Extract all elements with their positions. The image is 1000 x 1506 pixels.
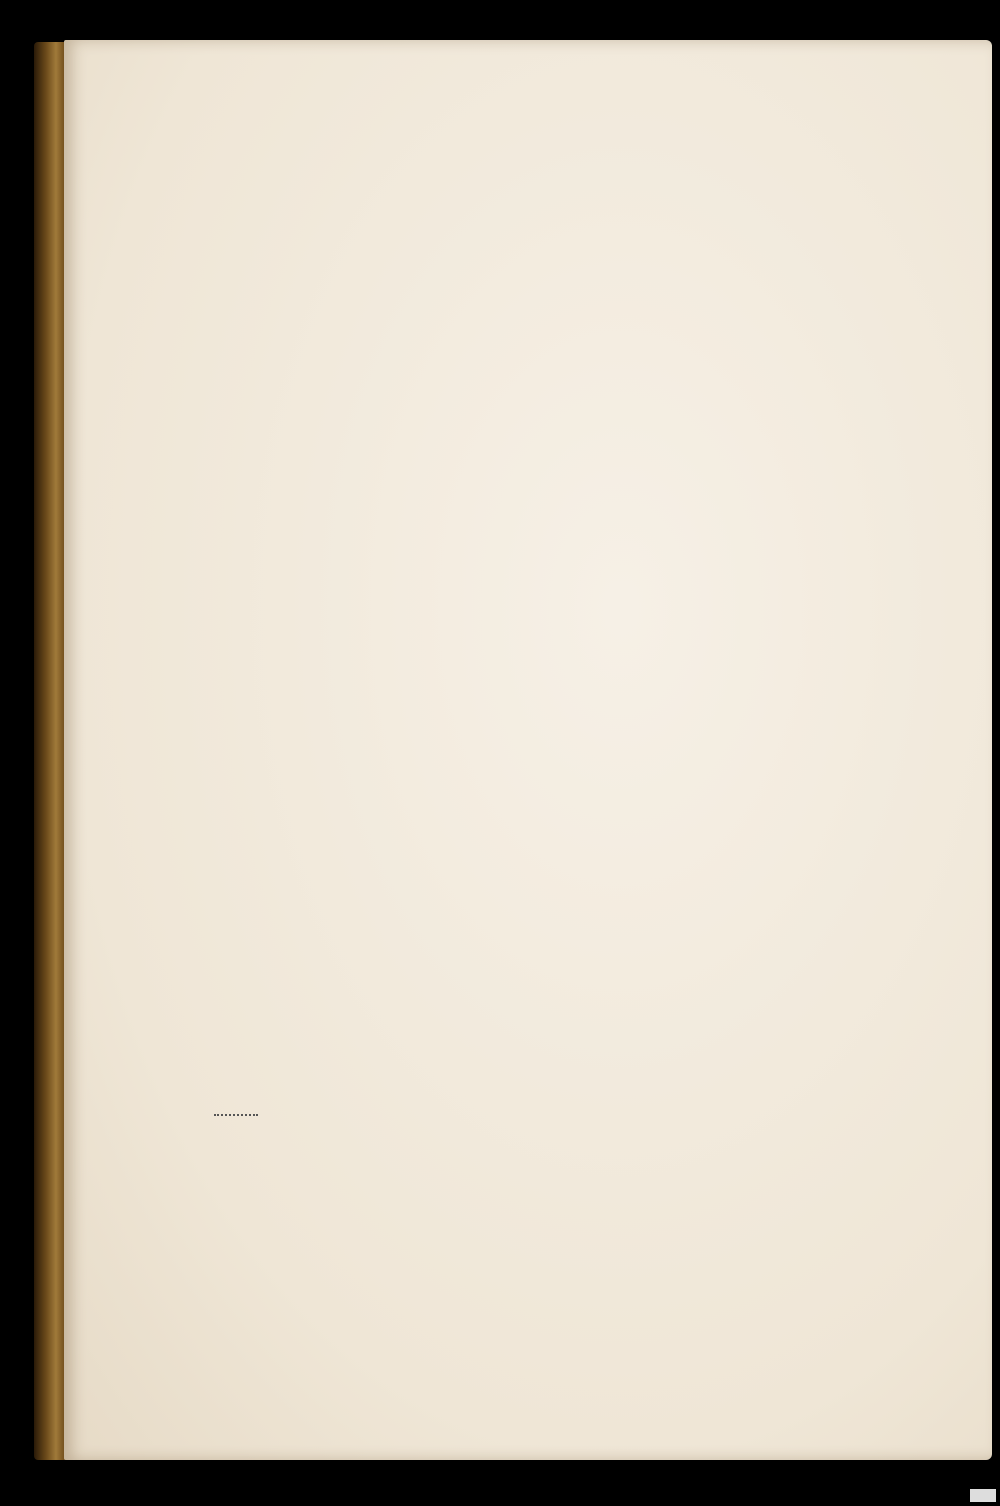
running-head — [298, 112, 818, 152]
footer-bar — [0, 1486, 1000, 1506]
margin-mark — [214, 1114, 258, 1118]
dfg-logo — [970, 1489, 996, 1502]
book-page — [64, 40, 992, 1460]
